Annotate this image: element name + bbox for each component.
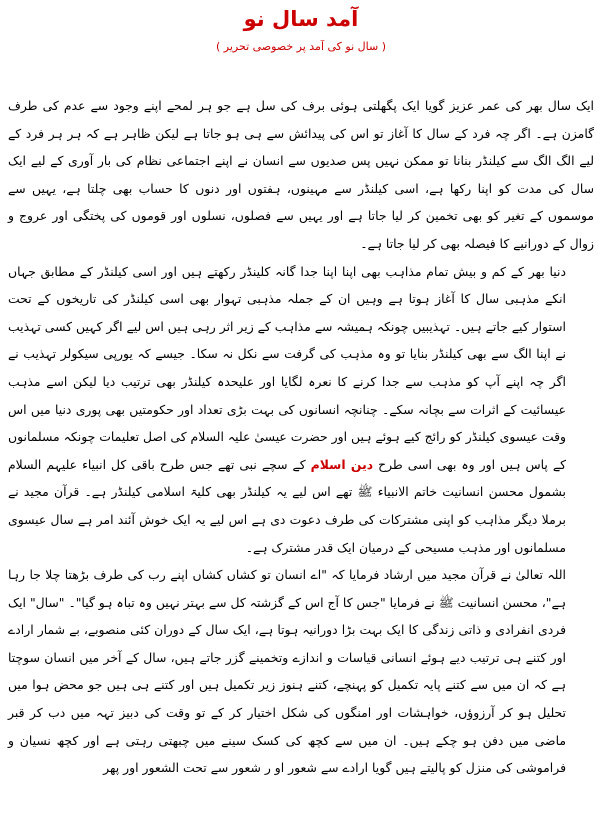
highlight-din-islam: دین اسلام <box>310 456 374 472</box>
paragraph-3 <box>8 561 594 782</box>
page-title: آمد سال نو <box>243 7 359 31</box>
paragraph-2 <box>8 258 594 562</box>
page-subtitle: ( سال نو کی آمد پر خصوصی تحریر ) <box>215 40 386 53</box>
paragraph-1-text: ایک سال بھر کی عمر عزیز گویا ایک پگھلتی ہوئی برف کی سل ہے جو ہر لمحے اپنے وجود سے عدم کی طرف گامزن ہے۔ اگر چہ فرد کے سال کا آغاز تو اس کی پیدائش سے ہی ہو جاتا ہے لیکن ظاہر ہے کہ ہر ہر فرد کے لیے الگ الگ سے کیلنڈر بنانا تو ممکن نہیں پس صدیوں سے انسان نے اپنے اجتماعی نظام کی بار آوری کے لیے ایک سال کی مدت کو اپنا رکھا ہے، اسی کیلنڈر سے مہینوں، ہفتوں اور دنوں کا حساب بھی چلتا ہے، یہیں سے موسموں کے تغیر کو بھی تخمین کر لیا جاتا ہے اور یہیں سے فصلوں، نسلوں اور قوموں کی پختگی اور عروج و زوال کے دورانیے کا فیصلہ بھی کر لیا جاتا ہے۔ <box>8 98 594 251</box>
paragraph-1 <box>8 92 594 258</box>
paragraph-2-text-part-2: کے سچے نبی تھے جس طرح باقی کل انبیاء علیہم السلام بشمول محسن انسانیت خاتم الانبیاء ﷺ تھے اس لیے یہ کیلنڈر بھی کلیۃ اسلامی کیلنڈر ہے۔ قرآن مجید نے برملا دیگر مذاہب کو اپنی مشترکات کی طرف دعوت دی ہے اس لیے یہ ایک خوش آئند امر ہے سال عیسوی مسلمانوں اور مذہب مسیحی کے درمیان ایک قدر مشترک ہے۔ <box>8 456 566 555</box>
paragraph-2-text-part-1: دنیا بھر کے کم و بیش تمام مذاہب بھی اپنا اپنا جدا گانہ کلینڈر رکھتے ہیں اور اسی کیلنڈر کے مطابق جہاں انکے مذہبی سال کا آغاز ہوتا ہے وہیں ان کے جملہ مذہبی تہوار بھی اسی کیلنڈر کی تاریخوں کے تحت استوار کیے جاتے ہیں۔ تہذیبیں چونکہ ہمیشہ سے مذاہب کے زیر اثر رہی ہیں اس لیے اگر کہیں کسی تہذیب نے اپنا الگ سے بھی کیلنڈر بنایا تو وہ مذہب کی گرفت سے نکل نہ سکا۔ جیسے کہ یورپی سیکولر تہذیب نے اگر چہ اپنے آپ کو مذہب سے جدا کرنے کا نعرہ لگایا اور علیحدہ کیلنڈر بھی ترتیب دیا لیکن اسے مذہب عیسائیت کے اثرات سے بچانہ سکے۔ چنانچہ انسانوں کی بہت بڑی تعداد اور حکومتیں بھی پوری دنیا میں اس وقت عیسوی کیلنڈر کو رائج کیے ہوئے ہیں اور حضرت عیسیٰ علیہ السلام کی اصل تعلیمات چونکہ مسلمانوں کے پاس ہیں اور وہ بھی اسی طرح <box>8 263 566 472</box>
paragraph-3-text: اللہ تعالیٰ نے قرآن مجید میں ارشاد فرمایا کہ "اے انسان تو کشاں کشاں اپنے رب کی طرف بڑھتا چلا جا رہا ہے"، محسن انسانیت ﷺ نے فرمایا "جس کا آج اس کے گزشتہ کل سے بہتر نہیں وہ تباہ ہو گیا"۔ "سال" ایک فردی انفرادی و ذاتی زندگی کا ایک بہت بڑا دورانیہ ہوتا ہے، ایک سال کے دوران کئی منصوبے، بے شمار ارادے اور کتنے ہی ترتیب دیے ہوئے انسانی قیاسات و اندازے وتخمینے گزر جاتے ہیں، سال کے آخر میں انسان سوچتا ہے کہ ان میں سے کتنے پایہ تکمیل کو پہنچے، کتنے ہنوز زیر تکمیل ہیں اور کتنے ہی ہیں جو محض ہوا میں تحلیل ہو کر آرزوؤں، خواہشات اور امنگوں کی شکل اختیار کر کے تو وقت کی دبیز تہہ میں دب کر قبر ماضی میں دفن ہو چکے ہیں۔ ان میں سے کچھ کی کسک سینے میں چبھتی رہتی ہے اور کچھ نسیان و فراموشی کی منزل کو پالیتے ہیں گویا ارادے سے شعور او ر شعور سے تحت الشعور اور پھر <box>8 567 566 776</box>
